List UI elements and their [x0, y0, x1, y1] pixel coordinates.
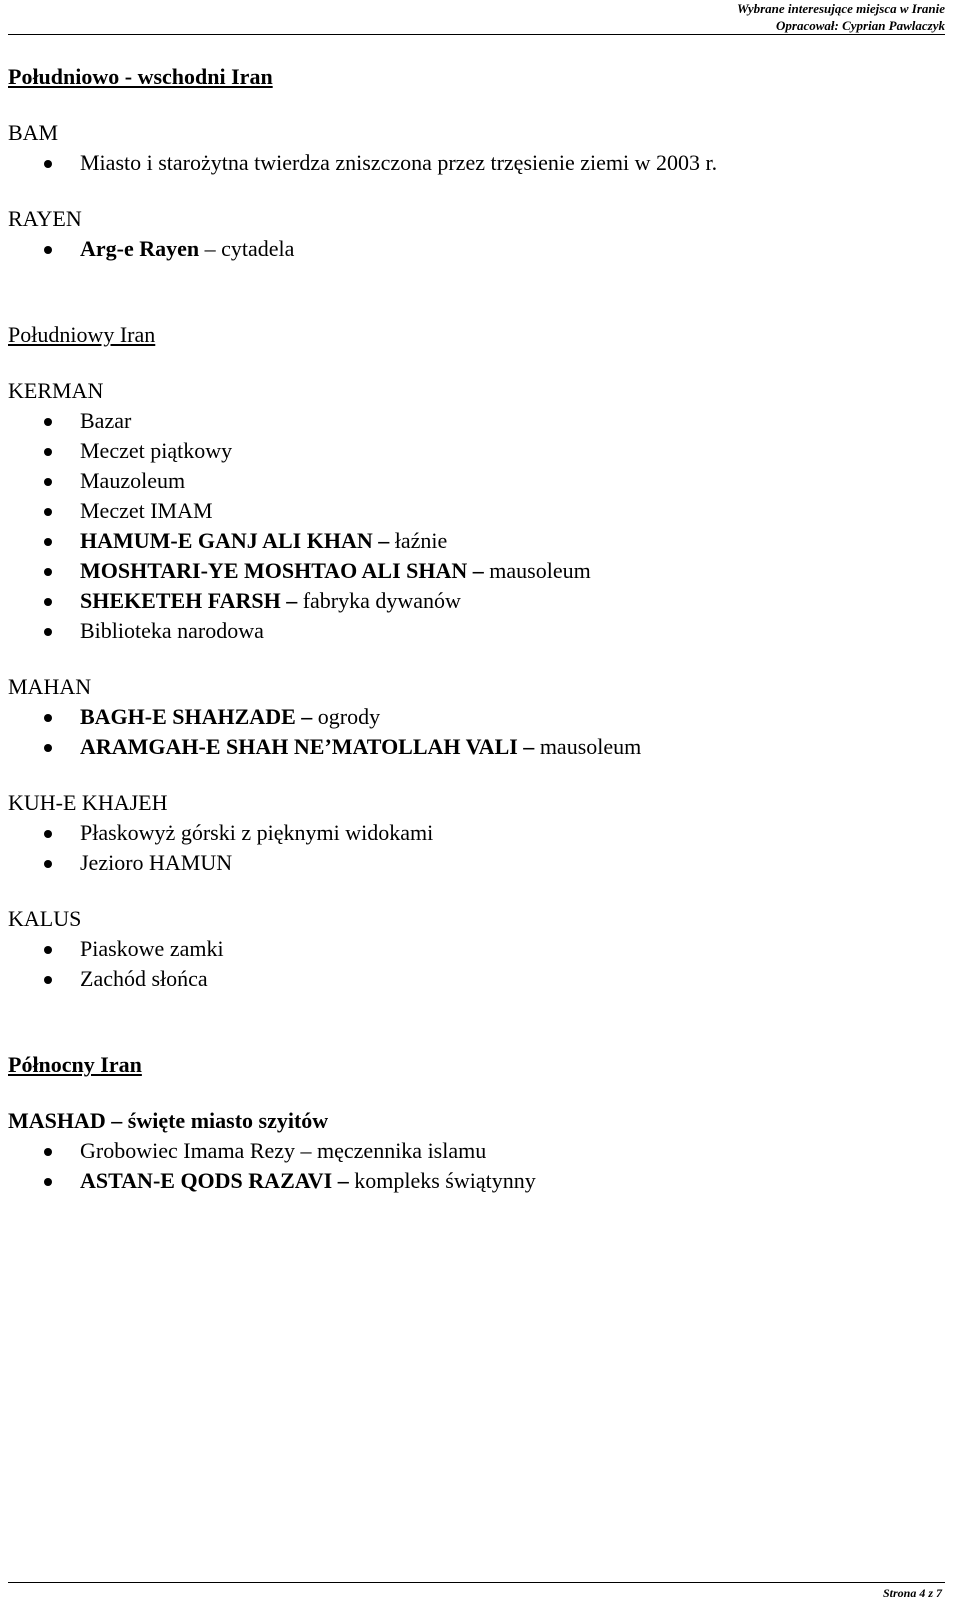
list-item: BAGH-E SHAHZADE – ogrody — [8, 702, 938, 732]
bullet-icon — [44, 1178, 52, 1186]
list-item: Arg-e Rayen – cytadela — [8, 234, 938, 264]
page-header — [737, 0, 945, 34]
list-item: Meczet IMAM — [8, 496, 938, 526]
list-item: Grobowiec Imama Rezy – męczennika islamu — [8, 1136, 938, 1166]
list-item: Meczet piątkowy — [8, 436, 938, 466]
bam-list — [8, 148, 938, 178]
bullet-icon — [44, 976, 52, 984]
bullet-icon — [44, 448, 52, 456]
list-item: Biblioteka narodowa — [8, 616, 938, 646]
bullet-icon — [44, 628, 52, 636]
mahan-list — [8, 702, 938, 762]
section-title-southeast: Południowo - wschodni Iran — [8, 64, 273, 89]
place-kuh-e-khajeh: KUH-E KHAJEH — [8, 790, 168, 815]
place-mashad: MASHAD – święte miasto szyitów — [8, 1108, 329, 1133]
list-item: Miasto i starożytna twierdza zniszczona przez trzęsienie ziemi w 2003 r. — [8, 148, 938, 178]
place-bam: BAM — [8, 120, 59, 145]
list-item: Jezioro HAMUN — [8, 848, 938, 878]
header-divider — [8, 34, 945, 35]
list-item: Płaskowyż górski z pięknymi widokami — [8, 818, 938, 848]
list-item: SHEKETEH FARSH – fabryka dywanów — [8, 586, 938, 616]
list-item: ARAMGAH-E SHAH NE’MATOLLAH VALI – mausoleum — [8, 732, 938, 762]
mashad-list — [8, 1136, 938, 1196]
list-item: Piaskowe zamki — [8, 934, 938, 964]
list-item: Zachód słońca — [8, 964, 938, 994]
bullet-icon — [44, 946, 52, 954]
document-body — [8, 62, 938, 1196]
section-title-north: Północny Iran — [8, 1052, 142, 1077]
bullet-icon — [44, 478, 52, 486]
bullet-icon — [44, 160, 52, 168]
place-kerman: KERMAN — [8, 378, 104, 403]
bullet-icon — [44, 246, 52, 254]
bullet-icon — [44, 744, 52, 752]
section-title-south: Południowy Iran — [8, 322, 156, 347]
place-rayen: RAYEN — [8, 206, 82, 231]
bullet-icon — [44, 538, 52, 546]
list-item: Bazar — [8, 406, 938, 436]
bullet-icon — [44, 714, 52, 722]
header-author: Opracował: Cyprian Pawlaczyk — [776, 18, 945, 33]
list-item: ASTAN-E QODS RAZAVI – kompleks świątynny — [8, 1166, 938, 1196]
header-title: Wybrane interesujące miejsca w Iranie — [737, 1, 945, 16]
kalus-list — [8, 934, 938, 994]
bullet-icon — [44, 568, 52, 576]
bullet-icon — [44, 598, 52, 606]
bullet-icon — [44, 860, 52, 868]
page-number: Strona 4 z 7 — [882, 1586, 942, 1600]
place-mahan: MAHAN — [8, 674, 92, 699]
kerman-list — [8, 406, 938, 646]
place-kalus: KALUS — [8, 906, 82, 931]
bullet-icon — [44, 418, 52, 426]
bullet-icon — [44, 508, 52, 516]
footer-divider — [8, 1582, 945, 1583]
kuh-list — [8, 818, 938, 878]
list-item: HAMUM-E GANJ ALI KHAN – łaźnie — [8, 526, 938, 556]
rayen-list — [8, 234, 938, 264]
list-item: MOSHTARI-YE MOSHTAO ALI SHAN – mausoleum — [8, 556, 938, 586]
bullet-icon — [44, 830, 52, 838]
list-item: Mauzoleum — [8, 466, 938, 496]
bullet-icon — [44, 1148, 52, 1156]
